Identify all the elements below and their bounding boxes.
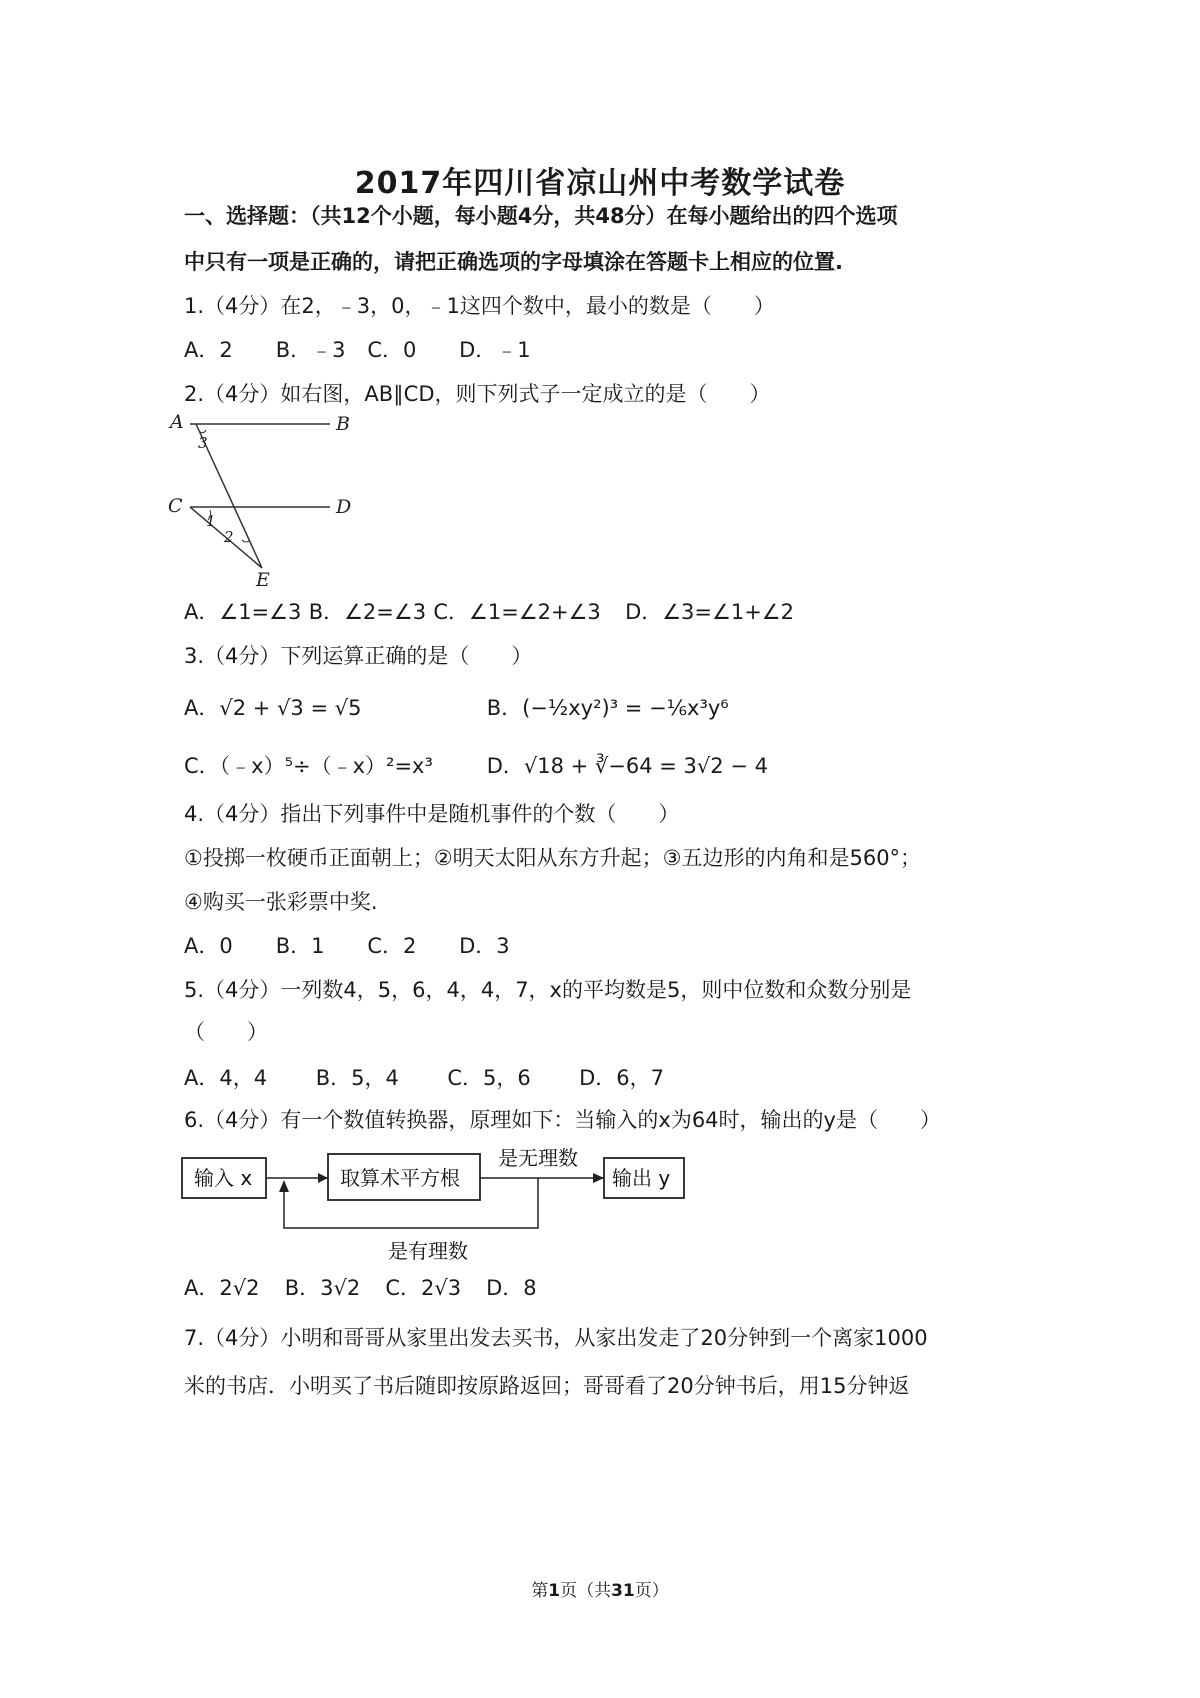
q3-option-b: B．(−½xy²)³ = −⅙x³y⁶ <box>486 696 729 720</box>
footer-page-number: 1 <box>548 1581 561 1601</box>
section-heading-line1: 一、选择题：（共12个小题，每小题4分，共48分）在每小题给出的四个选项 <box>184 204 898 228</box>
label-b: B <box>336 413 350 435</box>
q1-option-a: A．2 <box>184 338 233 362</box>
q1-option-b: B．﹣3 <box>275 338 346 362</box>
q6-option-b: B．3√2 <box>284 1276 361 1300</box>
footer-prefix: 第 <box>531 1581 549 1601</box>
q2-option-a: A．∠1=∠3 <box>184 600 302 624</box>
label-angle-1: 1 <box>206 512 216 530</box>
q3-option-c: C．（﹣x）⁵÷（﹣x）²=x³ <box>184 754 433 778</box>
label-angle-3: 3 <box>198 434 208 452</box>
q5-stem: 5.（4分）一列数4，5，6，4，4，7，x的平均数是5，则中位数和众数分别是 <box>184 978 912 1002</box>
q6-option-d: D．8 <box>486 1276 537 1300</box>
page-title: 2017年四川省凉山州中考数学试卷 <box>354 166 846 201</box>
q4-stem: 4.（4分）指出下列事件中是随机事件的个数（ ） <box>184 802 680 826</box>
q6-flowchart <box>180 1140 740 1270</box>
label-angle-2: 2 <box>224 528 234 546</box>
flow-output-label: 输出 y <box>612 1166 671 1190</box>
q2-option-c: C．∠1=∠2+∠3 <box>433 600 601 624</box>
q5-option-c: C．5，6 <box>447 1066 531 1090</box>
label-d: D <box>336 496 352 518</box>
q5-option-d: D．6，7 <box>579 1066 664 1090</box>
q5-stem-blank: （ ） <box>184 1020 268 1044</box>
q1-option-c: C．0 <box>367 338 417 362</box>
flow-process-label: 取算术平方根 <box>340 1166 460 1190</box>
q3-options-row1 <box>184 692 729 722</box>
q2-option-b: B．∠2=∠3 <box>308 600 427 624</box>
flow-yes-irrational-label: 是无理数 <box>498 1146 578 1170</box>
section-heading-line2: 中只有一项是正确的，请把正确选项的字母填涂在答题卡上相应的位置. <box>184 250 843 274</box>
q6-stem: 6.（4分）有一个数值转换器，原理如下：当输入的x为64时，输出的y是（ ） <box>184 1108 941 1132</box>
q3-option-d: D．√18 + ∛−64 = 3√2 − 4 <box>486 754 768 778</box>
q4-events-line2: ④购买一张彩票中奖. <box>184 890 378 914</box>
footer-total-pages: 31 <box>611 1581 635 1601</box>
label-a: A <box>170 411 184 433</box>
q3-options-row2 <box>184 750 768 780</box>
q4-option-c: C．2 <box>367 934 417 958</box>
q1-option-d: D．﹣1 <box>459 338 531 362</box>
q7-stem-line2: 米的书店．小明买了书后随即按原路返回；哥哥看了20分钟书后，用15分钟返 <box>184 1374 910 1398</box>
q5-options <box>184 1062 664 1092</box>
q4-options <box>184 930 510 960</box>
q2-parallel-lines-figure <box>168 410 376 591</box>
q6-option-a: A．2√2 <box>184 1276 260 1300</box>
q2-option-d: D．∠3=∠1+∠2 <box>625 600 794 624</box>
q2-options <box>184 596 794 626</box>
footer-middle: 页（共 <box>560 1581 612 1601</box>
q6-options <box>184 1272 537 1302</box>
flow-input-label: 输入 x <box>194 1166 253 1190</box>
label-c: C <box>168 495 183 517</box>
q6-option-c: C．2√3 <box>385 1276 462 1300</box>
q3-stem: 3.（4分）下列运算正确的是（ ） <box>184 644 533 668</box>
q5-option-a: A．4，4 <box>184 1066 268 1090</box>
q2-stem: 2.（4分）如右图，AB∥CD，则下列式子一定成立的是（ ） <box>184 382 771 406</box>
q5-option-b: B．5，4 <box>315 1066 399 1090</box>
q4-option-a: A．0 <box>184 934 233 958</box>
page-footer <box>0 1576 1200 1601</box>
q4-option-d: D．3 <box>459 934 510 958</box>
q4-option-b: B．1 <box>275 934 325 958</box>
label-e: E <box>256 569 270 591</box>
q3-option-a: A．√2 + √3 = √5 <box>184 696 362 720</box>
q1-stem: 1.（4分）在2，﹣3，0，﹣1这四个数中，最小的数是（ ） <box>184 294 775 318</box>
q1-options <box>184 334 531 364</box>
footer-suffix: 页） <box>634 1581 669 1601</box>
flow-is-rational-label: 是有理数 <box>388 1239 468 1263</box>
q4-events-line1: ①投掷一枚硬币正面朝上；②明天太阳从东方升起；③五边形的内角和是560°； <box>184 846 922 870</box>
q7-stem-line1: 7.（4分）小明和哥哥从家里出发去买书，从家出发走了20分钟到一个离家1000 <box>184 1326 928 1350</box>
